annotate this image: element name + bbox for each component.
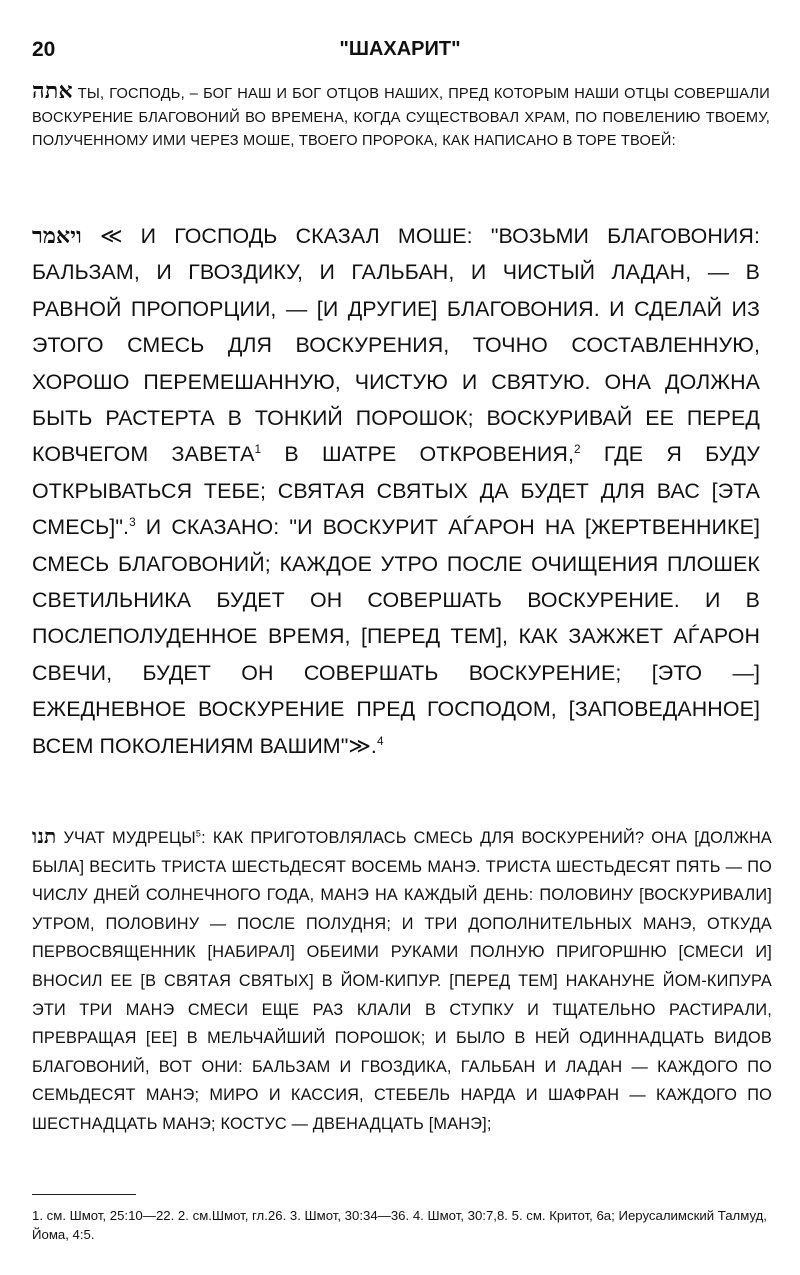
main-text-4: И СКАЗАНО: "И ВОСКУРИТ АЃАРОН НА [ЖЕРТВЕННИКЕ] СМЕСЬ БЛАГОВОНИЙ; КАЖДОЕ УТРО ПОСЛЕ ОЧИЩЕНИЯ ПЛОШЕК СВЕТИЛЬНИКА БУДЕТ ОН СОВЕРШАТЬ ВОСКУРЕНИЕ. И В ПОСЛЕПОЛУДЕННОЕ ВРЕМЯ, [ПЕРЕД ТЕМ], КАК ЗАЖЖЕТ АЃАРОН СВЕЧИ, БУДЕТ ОН СОВЕРШАТЬ ВОСКУРЕНИЕ; [ЭТО —] ЕЖЕДНЕВНОЕ ВОСКУРЕНИЕ ПРЕД ГОСПОДОМ, [ЗАПОВЕДАННОЕ] ВСЕМ ПОКОЛЕНИЯМ ВАШИМ"≫. bbox=[32, 515, 760, 758]
main-text-3: ГДЕ Я БУДУ ОТКРЫВАТЬСЯ ТЕБЕ; СВЯТАЯ СВЯТЫХ ДА БУДЕТ ДЛЯ ВАС [ЭТА СМЕСЬ]". bbox=[32, 442, 760, 540]
footnotes: 1. см. Шмот, 25:10—22. 2. см.Шмот, гл.26. 3. Шмот, 30:34—36. 4. Шмот, 30:7,8. 5. см. Критот, 6а; Иерусалимский Талмуд, Йома, 4:5. bbox=[32, 1208, 767, 1242]
hebrew-keyword-ata: אתה bbox=[32, 78, 73, 104]
footnote-ref-5: 5 bbox=[195, 828, 202, 839]
teaching-text-1: УЧАТ МУДРЕЦЫ bbox=[63, 829, 196, 847]
footnote-ref-3: 3 bbox=[129, 516, 136, 530]
footnote-ref-4: 4 bbox=[376, 734, 384, 748]
page-number: 20 bbox=[32, 38, 56, 61]
main-text-2: В ШАТРЕ ОТКРОВЕНИЯ, bbox=[261, 442, 574, 467]
main-text-1: ≪ И ГОСПОДЬ СКАЗАЛ МОШЕ: "ВОЗЬМИ БЛАГОВОНИЯ: БАЛЬЗАМ, И ГВОЗДИКУ, И ГАЛЬБАН, И ЧИСТЫЙ ЛАДАН, — В РАВНОЙ ПРОПОРЦИИ, — [И ДРУГИЕ] БЛАГОВОНИЯ. И СДЕЛАЙ ИЗ ЭТОГО СМЕСЬ ДЛЯ ВОСКУРЕНИЯ, ТОЧНО СОСТАВЛЕННУЮ, ХОРОШО ПЕРЕМЕШАННУЮ, ЧИСТУЮ И СВЯТУЮ. ОНА ДОЛЖНА БЫТЬ РАСТЕРТА В ТОНКИЙ ПОРОШОК; ВОСКУРИВАЙ ЕЕ ПЕРЕД КОВЧЕГОМ ЗАВЕТА bbox=[32, 224, 760, 467]
footnote-ref-2: 2 bbox=[574, 443, 581, 457]
running-title: "ШАХАРИТ" bbox=[339, 38, 461, 60]
main-paragraph bbox=[32, 218, 760, 764]
hebrew-keyword-tanu: תנו bbox=[32, 824, 57, 848]
intro-paragraph bbox=[32, 80, 770, 154]
teaching-text-2: : КАК ПРИГОТОВЛЯЛАСЬ СМЕСЬ ДЛЯ ВОСКУРЕНИЙ? ОНА [ДОЛЖНА БЫЛА] ВЕСИТЬ ТРИСТА ШЕСТЬДЕСЯТ ВОСЕМЬ МАНЭ. ТРИСТА ШЕСТЬДЕСЯТ ПЯТЬ — ПО ЧИСЛУ ДНЕЙ СОЛНЕЧНОГО ГОДА, МАНЭ НА КАЖДЫЙ ДЕНЬ: ПОЛОВИНУ [ВОСКУРИВАЛИ] УТРОМ, ПОЛОВИНУ — ПОСЛЕ ПОЛУДНЯ; И ТРИ ДОПОЛНИТЕЛЬНЫХ МАНЭ, ОТКУДА ПЕРВОСВЯЩЕННИК [НАБИРАЛ] ОБЕИМИ РУКАМИ ПОЛНУЮ ПРИГОРШНЮ [СМЕСИ И] ВНОСИЛ ЕЕ [В СВЯТАЯ СВЯТЫХ] В ЙОМ-КИПУР. [ПЕРЕД ТЕМ] НАКАНУНЕ ЙОМ-КИПУРА ЭТИ ТРИ МАНЭ СМЕСИ ЕЩЕ РАЗ КЛАЛИ В СТУПКУ И ТЩАТЕЛЬНО РАСТИРАЛИ, ПРЕВРАЩАЯ [ЕЕ] В МЕЛЬЧАЙШИЙ ПОРОШОК; И БЫЛО В НЕЙ ОДИННАДЦАТЬ ВИДОВ БЛАГОВОНИЙ, ВОТ ОНИ: БАЛЬЗАМ И ГВОЗДИКА, ГАЛЬБАН И ЛАДАН — КАЖДОГО ПО СЕМЬДЕСЯТ МАНЭ; МИРО И КАССИЯ, СТЕБЕЛЬ НАРДА И ШАФРАН — КАЖДОГО ПО ШЕСТНАДЦАТЬ МАНЭ; КОСТУС — ДВЕНАДЦАТЬ [МАНЭ]; bbox=[32, 829, 772, 1133]
footnote-ref-1: 1 bbox=[254, 443, 262, 457]
teaching-paragraph bbox=[32, 822, 772, 1139]
intro-text: ТЫ, ГОСПОДЬ, – БОГ НАШ И БОГ ОТЦОВ НАШИХ, ПРЕД КОТОРЫМ НАШИ ОТЦЫ СОВЕРШАЛИ ВОСКУРЕНИЕ БЛАГОВОНИЙ ВО ВРЕМЕНА, КОГДА СУЩЕСТВОВАЛ ХРАМ, ПО ПОВЕЛЕНИЮ ТВОЕМУ, ПОЛУЧЕННОМУ ИМИ ЧЕРЕЗ МОШЕ, ТВОЕГО ПРОРОКА, КАК НАПИСАНО В ТОРЕ ТВОЕЙ: bbox=[32, 86, 770, 149]
hebrew-keyword-vayomer: ויאמר bbox=[32, 223, 82, 249]
footnote-divider bbox=[32, 1194, 136, 1195]
